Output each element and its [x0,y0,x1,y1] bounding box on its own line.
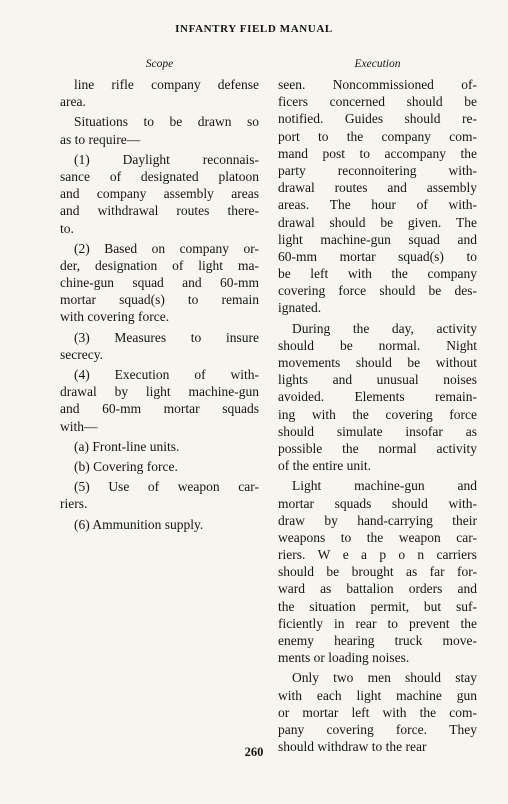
text-line: (2) Based on company or- [74,240,259,256]
text-line: as to require— [60,131,141,147]
text-line: or mortar left with the com- [278,704,477,720]
paragraph [60,76,259,110]
text-line: and company assembly areas [60,186,259,202]
scope-column [60,56,259,533]
text-line: avoided. Elements remain- [278,389,477,405]
paragraph [60,366,259,435]
execution-heading: Execution [354,58,401,70]
text-line: should withdraw to the rear [278,739,427,755]
text-line: ments or loading noises. [278,650,410,666]
text-line: the situation permit, but suf- [278,598,477,614]
paragraph [278,320,477,475]
text-line: draw by hand-carrying their [278,512,477,528]
execution-body [278,76,477,755]
text-line: 60-mm mortar squad(s) to [278,248,477,264]
text-line: secrecy. [60,346,103,362]
text-line: ficiently in rear to prevent the [278,615,477,631]
text-line: sance of designated platoon [60,168,259,184]
text-line: port to the company com- [278,128,477,144]
text-line: and 60-mm mortar squads [60,401,259,417]
paragraph [278,477,477,666]
paragraph [60,329,259,363]
text-line: (5) Use of weapon car- [74,479,259,495]
text-line: lights and unusual noises [278,372,477,388]
text-line: with each light machine gun [278,687,477,703]
text-line: enemy hearing truck move- [278,633,477,648]
text-line: movements should be without [278,355,477,370]
paragraph [60,240,259,326]
text-line: notified. Guides should re- [278,111,477,127]
paragraph [60,113,259,147]
text-line: drawal by light machine-gun [60,384,259,400]
paragraph [60,438,259,455]
text-line: (6) Ammunition supply. [74,516,204,532]
text-line: pany covering force. They [278,721,477,737]
text-line: possible the normal activity [278,440,477,456]
text-line: (b) Covering force. [74,458,178,474]
text-line: with covering force. [60,309,170,325]
text-line: area. [60,94,86,110]
text-line: should be brought as far for- [278,564,477,580]
text-line: Only two men should stay [292,670,477,686]
text-line: riers. W e a p o n carriers [278,547,477,563]
text-line: party reconnoitering with- [278,162,477,178]
text-line: Situations to be drawn so [74,114,259,130]
text-line: mortar squads should with- [278,495,477,511]
text-line: mortar squad(s) to remain [60,292,259,308]
text-line: chine-gun squad and 60-mm [60,275,259,291]
text-line: ing with the covering force [278,406,477,422]
paragraph [278,669,477,755]
paragraph [278,76,477,317]
text-line: mand post to accompany the [278,145,477,161]
text-line: areas. The hour of with- [278,197,477,213]
paragraph [60,516,259,533]
paragraph [60,458,259,475]
text-line: and withdrawal routes there- [60,203,259,219]
text-line: (3) Measures to insure [74,329,259,345]
text-line: with— [60,418,98,434]
text-line: riers. [60,496,88,512]
text-line: seen. Noncommissioned of- [278,77,477,92]
text-line: drawal routes and assembly [278,180,477,196]
text-line: (a) Front-line units. [74,438,180,454]
text-line: should be normal. Night [278,337,477,353]
text-line: (4) Execution of with- [74,367,259,382]
execution-column [278,56,477,755]
text-line: should simulate insofar as [278,423,477,439]
text-line: line rifle company defense [74,77,259,92]
scope-heading: Scope [145,58,174,70]
text-line: weapons to the weapon car- [278,529,477,545]
text-line: der, designation of light ma- [60,257,259,273]
text-line: of the entire unit. [278,458,371,474]
text-line: drawal should be given. The [278,214,477,230]
text-line: (1) Daylight reconnais- [74,151,259,167]
paragraph [60,151,259,237]
text-line: Light machine-gun and [292,478,477,494]
scope-body [60,76,259,533]
text-line: During the day, activity [292,320,477,336]
text-line: covering force should be des- [278,283,477,299]
text-line: to. [60,220,74,236]
text-line: ficers concerned should be [278,94,477,110]
page-number: 260 [244,745,264,759]
text-line: ignated. [278,300,322,316]
text-line: ward as battalion orders and [278,581,477,597]
running-head: INFANTRY FIELD MANUAL [175,23,333,35]
text-line: be left with the company [278,266,477,282]
text-line: light machine-gun squad and [278,231,477,247]
paragraph [60,478,259,512]
